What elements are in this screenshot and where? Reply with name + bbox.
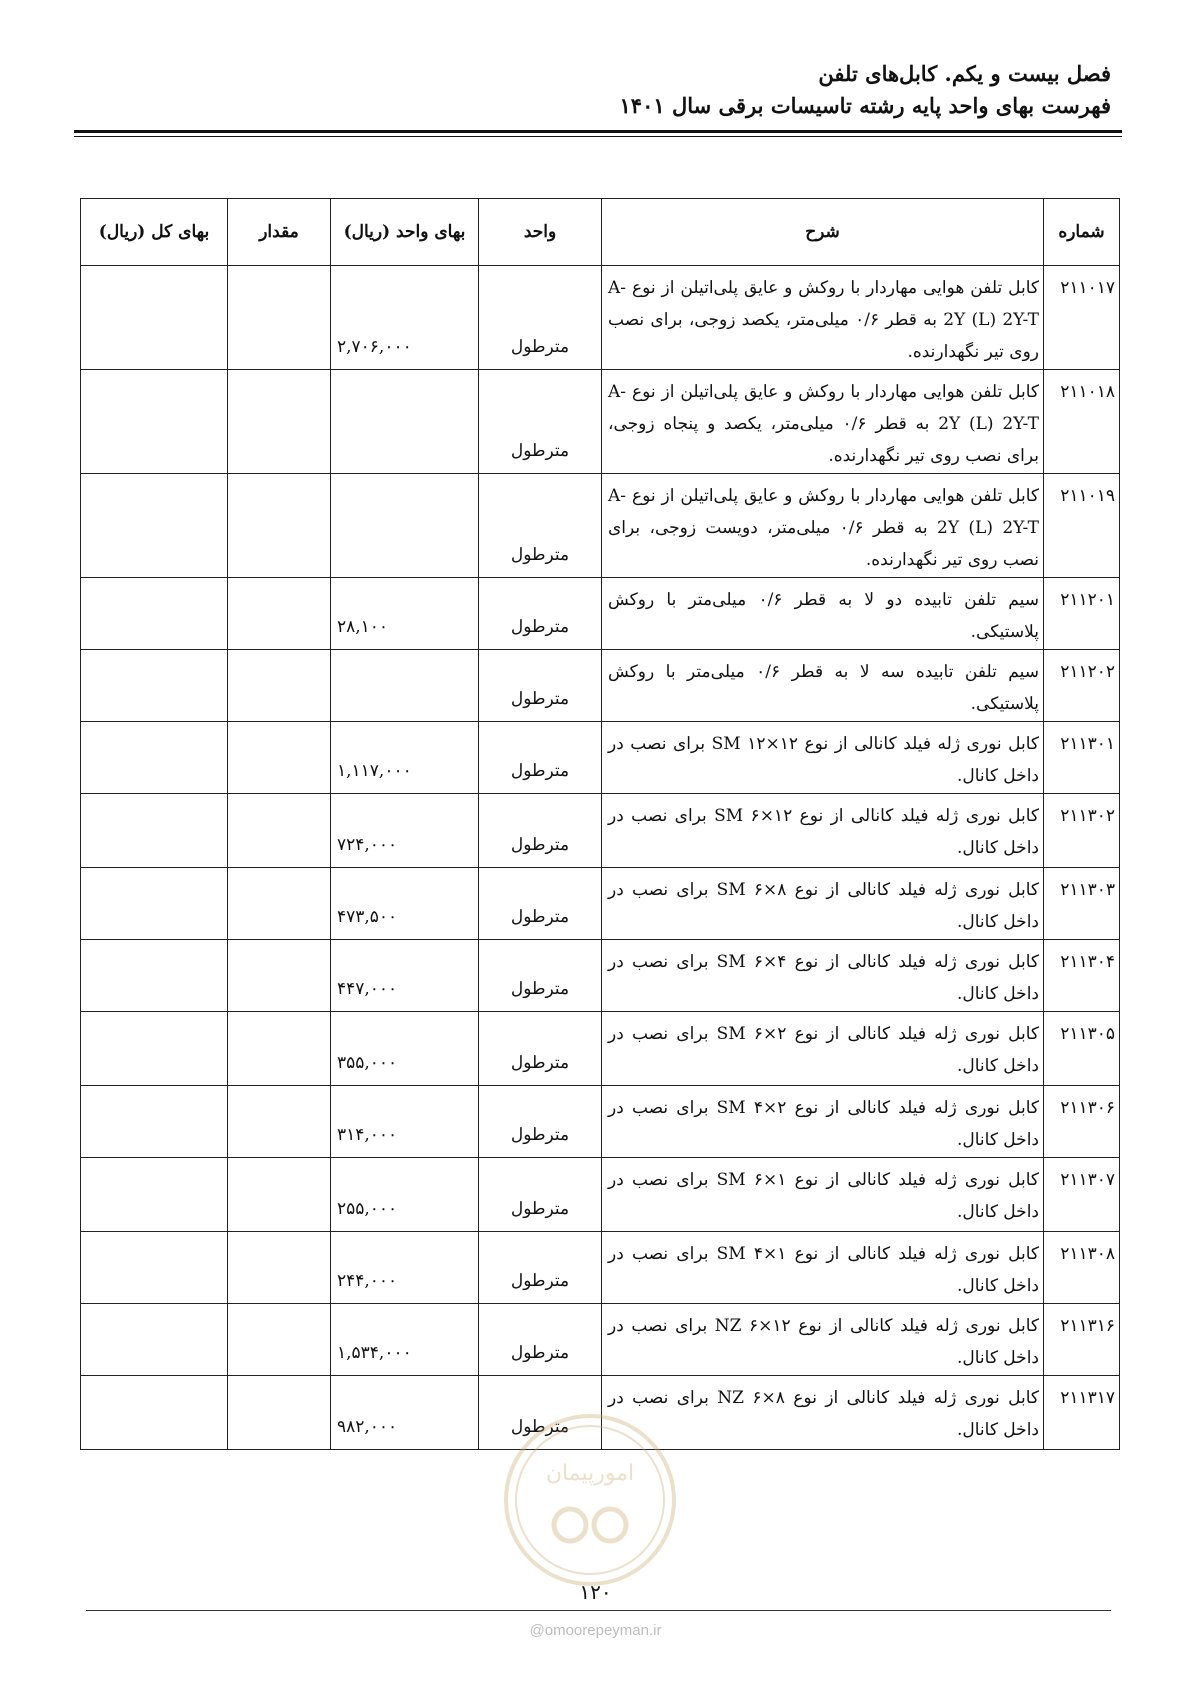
header-description: شرح — [602, 199, 1044, 266]
item-quantity — [228, 1232, 331, 1304]
item-number: ۲۱۱۳۰۱ — [1044, 722, 1120, 794]
item-total-price — [81, 1158, 228, 1232]
item-number: ۲۱۱۰۱۹ — [1044, 474, 1120, 578]
header-rule-thick — [74, 130, 1122, 133]
header-unit-price: بهای واحد (ریال) — [331, 199, 479, 266]
item-number: ۲۱۱۳۰۵ — [1044, 1012, 1120, 1086]
item-description: کابل نوری ژله فیلد کانالی از نوع SM ۶×۱ برای نصب در داخل کانال. — [602, 1158, 1044, 1232]
item-description: کابل نوری ژله فیلد کانالی از نوع SM ۶×۲ برای نصب در داخل کانال. — [602, 1012, 1044, 1086]
item-total-price — [81, 1376, 228, 1450]
table-header-row — [81, 199, 1120, 266]
item-quantity — [228, 1304, 331, 1376]
item-unit: مترطول — [479, 1304, 602, 1376]
price-table — [80, 198, 1120, 1450]
item-quantity — [228, 1376, 331, 1450]
item-description: کابل نوری ژله فیلد کانالی از نوع SM ۶×۱۲ برای نصب در داخل کانال. — [602, 794, 1044, 868]
item-description: کابل تلفن هوایی مهاردار با روکش و عایق پلی‌اتیلن از نوع A-2Y (L) 2Y-T به قطر ۰/۶ میلی‌متر، یکصد زوجی، برای نصب روی تیر نگهدارنده. — [602, 266, 1044, 370]
item-number: ۲۱۱۳۱۷ — [1044, 1376, 1120, 1450]
item-unit: مترطول — [479, 1012, 602, 1086]
page-number: ۱۲۰ — [579, 1580, 612, 1604]
item-description: کابل نوری ژله فیلد کانالی از نوع SM ۴×۱ برای نصب در داخل کانال. — [602, 1232, 1044, 1304]
item-number: ۲۱۱۲۰۲ — [1044, 650, 1120, 722]
item-unit-price — [331, 370, 479, 474]
item-unit-price — [331, 650, 479, 722]
item-description: کابل نوری ژله فیلد کانالی از نوع SM ۶×۴ برای نصب در داخل کانال. — [602, 940, 1044, 1012]
table-body — [81, 266, 1120, 1450]
item-quantity — [228, 722, 331, 794]
table-row — [81, 868, 1120, 940]
item-total-price — [81, 1232, 228, 1304]
item-description: کابل نوری ژله فیلد کانالی از نوع SM ۶×۸ برای نصب در داخل کانال. — [602, 868, 1044, 940]
item-total-price — [81, 370, 228, 474]
item-unit: مترطول — [479, 1086, 602, 1158]
item-total-price — [81, 578, 228, 650]
item-unit: مترطول — [479, 578, 602, 650]
item-description: کابل تلفن هوایی مهاردار با روکش و عایق پلی‌اتیلن از نوع A-2Y (L) 2Y-T به قطر ۰/۶ میلی‌متر، یکصد و پنجاه زوجی، برای نصب روی تیر نگهدارنده. — [602, 370, 1044, 474]
book-title: فهرست بهای واحد پایه رشته تاسیسات برقی سال ۱۴۰۱ — [619, 93, 1111, 118]
table-row — [81, 650, 1120, 722]
table-row — [81, 370, 1120, 474]
item-number: ۲۱۱۰۱۸ — [1044, 370, 1120, 474]
item-unit: مترطول — [479, 474, 602, 578]
item-unit-price: ۱,۵۳۴,۰۰۰ — [331, 1304, 479, 1376]
item-number: ۲۱۱۳۰۴ — [1044, 940, 1120, 1012]
item-total-price — [81, 266, 228, 370]
item-total-price — [81, 650, 228, 722]
item-total-price — [81, 1086, 228, 1158]
table-row — [81, 474, 1120, 578]
item-number: ۲۱۱۳۰۶ — [1044, 1086, 1120, 1158]
item-description: کابل نوری ژله فیلد کانالی از نوع NZ ۶×۱۲ برای نصب در داخل کانال. — [602, 1304, 1044, 1376]
item-quantity — [228, 1012, 331, 1086]
item-total-price — [81, 1012, 228, 1086]
item-quantity — [228, 266, 331, 370]
item-unit: مترطول — [479, 722, 602, 794]
item-quantity — [228, 868, 331, 940]
item-quantity — [228, 940, 331, 1012]
item-unit: مترطول — [479, 1158, 602, 1232]
chapter-title: فصل بیست و یکم. کابل‌های تلفن — [818, 61, 1111, 86]
item-unit-price: ۹۸۲,۰۰۰ — [331, 1376, 479, 1450]
item-quantity — [228, 474, 331, 578]
item-number: ۲۱۱۳۰۷ — [1044, 1158, 1120, 1232]
item-total-price — [81, 722, 228, 794]
table-row — [81, 794, 1120, 868]
header-rule-thin — [74, 136, 1122, 137]
item-quantity — [228, 1158, 331, 1232]
item-description: سیم تلفن تابیده سه لا به قطر ۰/۶ میلی‌متر با روکش پلاستیکی. — [602, 650, 1044, 722]
header-total-price: بهای کل (ریال) — [81, 199, 228, 266]
footer-rule — [86, 1610, 1111, 1611]
table-row — [81, 1158, 1120, 1232]
header-number: شماره — [1044, 199, 1120, 266]
table-row — [81, 1086, 1120, 1158]
item-unit-price: ۲,۷۰۶,۰۰۰ — [331, 266, 479, 370]
item-number: ۲۱۱۰۱۷ — [1044, 266, 1120, 370]
item-unit: مترطول — [479, 650, 602, 722]
item-unit: مترطول — [479, 868, 602, 940]
item-quantity — [228, 650, 331, 722]
item-number: ۲۱۱۳۱۶ — [1044, 1304, 1120, 1376]
item-total-price — [81, 940, 228, 1012]
item-number: ۲۱۱۳۰۸ — [1044, 1232, 1120, 1304]
page-header — [620, 60, 1111, 120]
item-description: کابل نوری ژله فیلد کانالی از نوع NZ ۶×۸ برای نصب در داخل کانال. — [602, 1376, 1044, 1450]
item-quantity — [228, 370, 331, 474]
item-number: ۲۱۱۳۰۲ — [1044, 794, 1120, 868]
item-total-price — [81, 1304, 228, 1376]
table-row — [81, 722, 1120, 794]
item-quantity — [228, 794, 331, 868]
item-unit-price: ۲۸,۱۰۰ — [331, 578, 479, 650]
item-unit: مترطول — [479, 1376, 602, 1450]
item-description: کابل تلفن هوایی مهاردار با روکش و عایق پلی‌اتیلن از نوع A-2Y (L) 2Y-T به قطر ۰/۶ میلی‌متر، دویست زوجی، برای نصب روی تیر نگهدارنده. — [602, 474, 1044, 578]
table-row — [81, 940, 1120, 1012]
item-unit-price: ۳۱۴,۰۰۰ — [331, 1086, 479, 1158]
item-total-price — [81, 474, 228, 578]
item-unit-price: ۲۵۵,۰۰۰ — [331, 1158, 479, 1232]
table-row — [81, 266, 1120, 370]
item-unit-price: ۴۷۳,۵۰۰ — [331, 868, 479, 940]
item-unit: مترطول — [479, 940, 602, 1012]
item-number: ۲۱۱۲۰۱ — [1044, 578, 1120, 650]
item-unit-price: ۳۵۵,۰۰۰ — [331, 1012, 479, 1086]
item-quantity — [228, 578, 331, 650]
item-unit-price: ۱,۱۱۷,۰۰۰ — [331, 722, 479, 794]
seal-text: امورپیمان — [545, 1461, 635, 1486]
table-row — [81, 1304, 1120, 1376]
item-description: سیم تلفن تابیده دو لا به قطر ۰/۶ میلی‌متر با روکش پلاستیکی. — [602, 578, 1044, 650]
item-total-price — [81, 868, 228, 940]
item-description: کابل نوری ژله فیلد کانالی از نوع SM ۴×۲ برای نصب در داخل کانال. — [602, 1086, 1044, 1158]
table-row — [81, 1012, 1120, 1086]
item-unit: مترطول — [479, 370, 602, 474]
item-unit-price — [331, 474, 479, 578]
watermark-text: @omoorepeyman.ir — [529, 1622, 662, 1639]
item-description: کابل نوری ژله فیلد کانالی از نوع SM ۱۲×۱۲ برای نصب در داخل کانال. — [602, 722, 1044, 794]
item-unit-price: ۷۲۴,۰۰۰ — [331, 794, 479, 868]
header-quantity: مقدار — [228, 199, 331, 266]
table-row — [81, 1232, 1120, 1304]
table-row — [81, 1376, 1120, 1450]
item-quantity — [228, 1086, 331, 1158]
item-total-price — [81, 794, 228, 868]
item-unit: مترطول — [479, 266, 602, 370]
item-unit-price: ۴۴۷,۰۰۰ — [331, 940, 479, 1012]
header-unit: واحد — [479, 199, 602, 266]
item-unit: مترطول — [479, 1232, 602, 1304]
item-unit: مترطول — [479, 794, 602, 868]
table-row — [81, 578, 1120, 650]
item-unit-price: ۲۴۴,۰۰۰ — [331, 1232, 479, 1304]
item-number: ۲۱۱۳۰۳ — [1044, 868, 1120, 940]
